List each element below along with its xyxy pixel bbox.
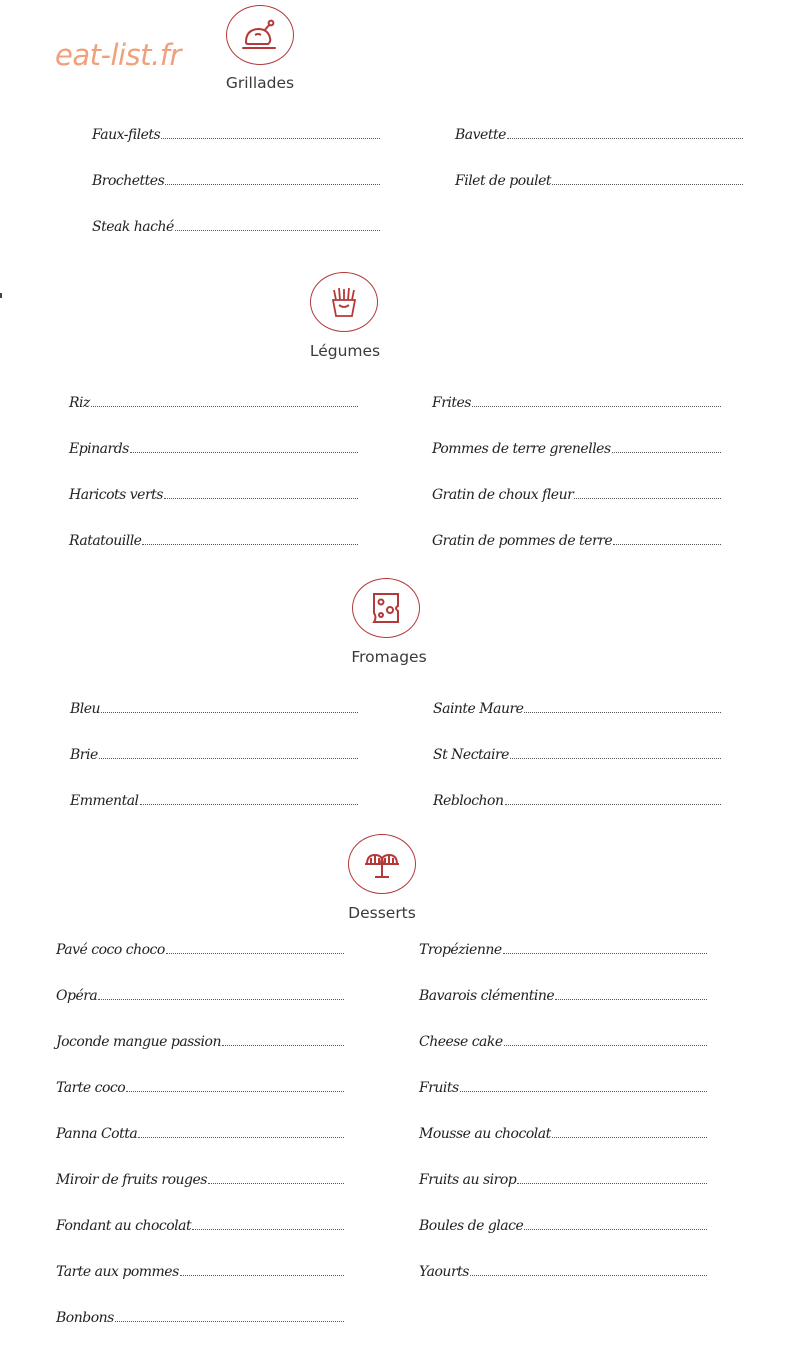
list-item [419,1125,707,1145]
list-item [419,1033,707,1053]
fries-icon [310,272,378,332]
section-title-legumes: Légumes [309,342,381,360]
site-logo: eat-list.fr [55,38,181,72]
dotted-leader [612,440,721,453]
list-item [56,1263,344,1283]
list-item [433,746,721,766]
item-label: Brie [70,747,98,763]
dotted-leader [472,394,721,407]
list-item [432,532,721,552]
list-item [69,440,358,460]
item-label: Haricots verts [69,487,163,503]
dotted-leader [507,126,743,139]
dotted-leader [161,126,380,139]
dotted-leader [130,440,358,453]
list-item [432,440,721,460]
list-item [69,486,358,506]
item-label: Miroir de fruits rouges [56,1172,207,1188]
dotted-leader [180,1263,344,1276]
dotted-leader [192,1217,344,1230]
item-label: Bleu [70,701,101,717]
dotted-leader [175,218,380,231]
list-item [70,792,358,812]
item-label: Tarte aux pommes [56,1264,179,1280]
dotted-leader [138,1125,344,1138]
item-label: Tarte coco [56,1080,126,1096]
dotted-leader [470,1263,707,1276]
item-label: Boules de glace [419,1218,524,1234]
dotted-leader [101,700,358,713]
item-label: Tropézienne [419,942,502,958]
cheese-icon [352,578,420,638]
list-item [432,486,721,506]
item-label: Steak haché [92,219,174,235]
dotted-leader [140,792,358,805]
list-item [432,394,721,414]
list-item [433,792,721,812]
dotted-leader [574,486,721,499]
list-item [92,126,380,146]
list-item [419,1263,707,1283]
dotted-leader [222,1033,344,1046]
item-label: Gratin de choux fleur [432,487,574,503]
list-item [70,700,358,720]
list-item [419,1217,707,1237]
item-label: Reblochon [433,793,504,809]
dotted-leader [115,1309,344,1322]
section-title-grillades: Grillades [225,74,295,92]
list-item [56,1217,344,1237]
item-label: Bonbons [56,1310,114,1326]
list-item [56,1125,344,1145]
dotted-leader [510,746,721,759]
item-label: Riz [69,395,90,411]
dotted-leader [208,1171,344,1184]
item-label: Filet de poulet [455,173,552,189]
dotted-leader [505,792,722,805]
item-label: Pommes de terre grenelles [432,441,611,457]
item-label: Joconde mangue passion [56,1034,221,1050]
list-item [56,941,344,961]
list-item [70,746,358,766]
list-item [419,941,707,961]
list-item [92,218,380,238]
dotted-leader [613,532,721,545]
item-label: Fruits [419,1080,459,1096]
edge-mark [0,293,2,298]
item-label: Mousse au chocolat [419,1126,551,1142]
item-label: Sainte Maure [433,701,524,717]
item-label: Cheese cake [419,1034,503,1050]
item-label: Yaourts [419,1264,469,1280]
dotted-leader [503,941,707,954]
list-item [69,394,358,414]
list-item [455,126,743,146]
item-label: Pavé coco choco [56,942,165,958]
dotted-leader [517,1171,707,1184]
cake-stand-icon [348,834,416,894]
item-label: Bavette [455,127,506,143]
dotted-leader [552,172,743,185]
item-label: Panna Cotta [56,1126,138,1142]
item-label: Fruits au sirop [419,1172,517,1188]
dotted-leader [460,1079,707,1092]
list-item [419,987,707,1007]
list-item [433,700,721,720]
list-item [56,987,344,1007]
list-item [56,1171,344,1191]
item-label: Epinards [69,441,129,457]
list-item [56,1079,344,1099]
list-item [56,1033,344,1053]
section-title-fromages: Fromages [351,648,427,666]
item-label: Brochettes [92,173,165,189]
dotted-leader [164,486,358,499]
dotted-leader [524,700,721,713]
dotted-leader [555,987,707,1000]
dotted-leader [91,394,358,407]
dotted-leader [165,172,380,185]
item-label: Ratatouille [69,533,142,549]
item-label: Bavarois clémentine [419,988,555,1004]
dotted-leader [524,1217,707,1230]
item-label: Emmental [70,793,139,809]
dotted-leader [142,532,358,545]
list-item [56,1309,344,1329]
item-label: Gratin de pommes de terre [432,533,613,549]
dotted-leader [166,941,344,954]
dotted-leader [99,746,358,759]
list-item [419,1171,707,1191]
dotted-leader [126,1079,344,1092]
list-item [455,172,743,192]
dotted-leader [98,987,344,1000]
dotted-leader [504,1033,707,1046]
item-label: Faux-filets [92,127,161,143]
list-item [69,532,358,552]
item-label: Opéra [56,988,98,1004]
item-label: Frites [432,395,471,411]
roast-chicken-icon [226,5,294,65]
list-item [92,172,380,192]
section-title-desserts: Desserts [348,904,416,922]
item-label: Fondant au chocolat [56,1218,192,1234]
dotted-leader [552,1125,707,1138]
item-label: St Nectaire [433,747,509,763]
list-item [419,1079,707,1099]
